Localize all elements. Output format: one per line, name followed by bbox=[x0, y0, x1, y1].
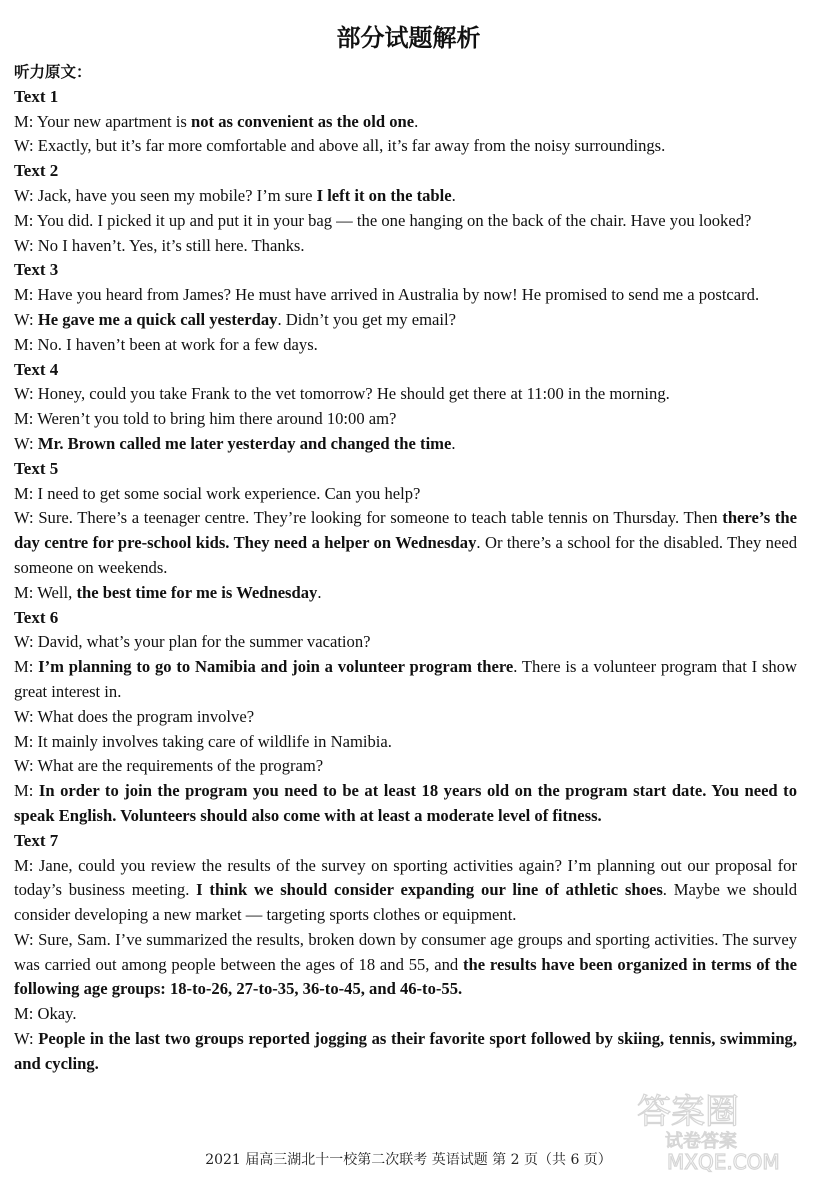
dialogue-line bbox=[14, 209, 797, 234]
text-segment: M: Jane, could you review the results of the survey on sporting activities again? I’m planning out our proposal for today’s business meeting. bbox=[14, 855, 797, 900]
dialogue-line bbox=[14, 1027, 797, 1077]
dialogue-line bbox=[14, 854, 797, 928]
text-segment: W: Exactly, but it’s far more comfortable and above all, it’s far away from the noisy surroundings. bbox=[14, 136, 666, 156]
text-heading: Text 3 bbox=[14, 260, 59, 280]
dialogue-line bbox=[14, 581, 797, 606]
bold-segment: People in the last two groups reported jogging as their favorite sport followed by skiing, tennis, swimming, and cycling. bbox=[14, 1029, 797, 1073]
text-segment: . bbox=[451, 433, 456, 453]
dialogue-line bbox=[14, 308, 797, 333]
watermark-line3: MXQE.COM bbox=[667, 1150, 780, 1174]
text-heading: Text 7 bbox=[14, 830, 59, 850]
text-heading: Text 4 bbox=[14, 359, 59, 379]
dialogue-line bbox=[14, 432, 797, 457]
text-segment: . Maybe we should consider developing a new market — targeting sports clothes or equipment. bbox=[14, 880, 798, 925]
page-footer: 2021 届高三湖北十一校第二次联考 英语试题 第 2 页（共 6 页） bbox=[205, 1152, 612, 1168]
text-segment: . bbox=[414, 111, 419, 131]
bold-segment: He gave me a quick call yesterday bbox=[37, 309, 278, 329]
bold-segment: there’s the day centre for pre-school kids. They need a helper on Wednesday bbox=[14, 508, 798, 553]
text-segment: M: Your new apartment is bbox=[14, 111, 191, 131]
bold-segment: Mr. Brown called me later yesterday and changed the time bbox=[37, 433, 452, 453]
text-segment: M: Well, bbox=[14, 582, 77, 602]
text-heading: Text 1 bbox=[14, 86, 59, 106]
dialogue-line bbox=[14, 110, 797, 135]
text-segment: M: It mainly involves taking care of wildlife in Namibia. bbox=[14, 731, 392, 751]
section-heading: 听力原文： bbox=[14, 63, 92, 81]
bold-segment: the best time for me is Wednesday bbox=[76, 582, 318, 602]
text-segment: W: What are the requirements of the program? bbox=[14, 756, 324, 776]
text-segment: W: Sure. There’s a teenager centre. They’re looking for someone to teach table tennis on Thursday. Then bbox=[14, 508, 723, 528]
text-segment: M: bbox=[14, 657, 39, 677]
text-segment: M: Okay. bbox=[14, 1004, 77, 1024]
text-segment: . Didn’t you get my email? bbox=[277, 309, 456, 329]
watermark-logo bbox=[627, 1085, 807, 1175]
dialogue-line bbox=[14, 407, 797, 432]
dialogue-line bbox=[14, 730, 797, 755]
transcript-content bbox=[14, 85, 797, 1077]
dialogue-line bbox=[14, 134, 797, 159]
text-segment: M: I need to get some social work experience. Can you help? bbox=[14, 483, 421, 503]
bold-segment: not as convenient as the old one bbox=[191, 111, 415, 131]
text-segment: M: Have you heard from James? He must have arrived in Australia by now! He promised to send me a postcard. bbox=[14, 285, 760, 305]
text-segment: . bbox=[317, 582, 322, 602]
page-title: 部分试题解析 bbox=[336, 24, 481, 52]
text-segment: M: bbox=[14, 781, 39, 801]
text-segment: M: You did. I picked it up and put it in your bag — the one hanging on the back of the chair. Have you looked? bbox=[14, 210, 752, 230]
text-segment: W: bbox=[14, 433, 38, 453]
watermark-line1: 答案圈 bbox=[637, 1092, 739, 1132]
dialogue-line bbox=[14, 184, 797, 209]
dialogue-line bbox=[14, 779, 797, 829]
text-segment: . bbox=[451, 185, 456, 205]
text-heading: Text 6 bbox=[14, 607, 59, 627]
text-segment: M: Weren’t you told to bring him there around 10:00 am? bbox=[14, 409, 397, 429]
text-segment: . Or there’s a school for the disabled. They need someone on weekends. bbox=[14, 533, 797, 577]
text-segment: W: No I haven’t. Yes, it’s still here. Thanks. bbox=[14, 235, 305, 255]
dialogue-line bbox=[14, 506, 797, 580]
dialogue-line bbox=[14, 283, 797, 308]
dialogue-line bbox=[14, 333, 797, 358]
text-heading: Text 2 bbox=[14, 161, 59, 181]
dialogue-line bbox=[14, 928, 797, 1002]
text-heading: Text 5 bbox=[14, 458, 59, 478]
dialogue-line bbox=[14, 655, 797, 705]
text-segment: W: bbox=[14, 309, 38, 329]
bold-segment: the results have been organized in terms of the following age groups: 18-to-26, 27-to-35, 36-to-45, and 46-to-55. bbox=[14, 954, 797, 999]
bold-segment: I’m planning to go to Namibia and join a volunteer program there bbox=[38, 657, 514, 677]
dialogue-line bbox=[14, 1002, 797, 1027]
bold-segment: I think we should consider expanding our line of athletic shoes bbox=[196, 880, 663, 900]
dialogue-line bbox=[14, 754, 797, 779]
text-segment: W: What does the program involve? bbox=[14, 706, 255, 726]
bold-segment: I left it on the table bbox=[316, 185, 452, 205]
dialogue-line bbox=[14, 382, 797, 407]
text-segment: W: Jack, have you seen my mobile? I’m sure bbox=[14, 185, 317, 205]
bold-segment: In order to join the program you need to be at least 18 years old on the program start date. You need to speak English. Volunteers should also come with at least a moderate level of fitness. bbox=[14, 781, 797, 825]
watermark-line2: 试卷答案 bbox=[665, 1131, 737, 1152]
dialogue-line bbox=[14, 482, 797, 507]
document-body bbox=[14, 60, 797, 1077]
dialogue-line bbox=[14, 630, 797, 655]
text-segment: W: Honey, could you take Frank to the vet tomorrow? He should get there at 11:00 in the morning. bbox=[14, 384, 670, 404]
text-segment: W: Sure, Sam. I’ve summarized the results, broken down by consumer age groups and sporting activities. The survey was carried out among people between the ages of 18 and 55, and bbox=[14, 929, 797, 974]
text-segment: M: No. I haven’t been at work for a few days. bbox=[14, 334, 318, 354]
text-segment: W: David, what’s your plan for the summer vacation? bbox=[14, 632, 371, 652]
dialogue-line bbox=[14, 705, 797, 730]
text-segment: . There is a volunteer program that I show great interest in. bbox=[14, 657, 797, 701]
text-segment: W: bbox=[14, 1029, 39, 1049]
dialogue-line bbox=[14, 234, 797, 259]
